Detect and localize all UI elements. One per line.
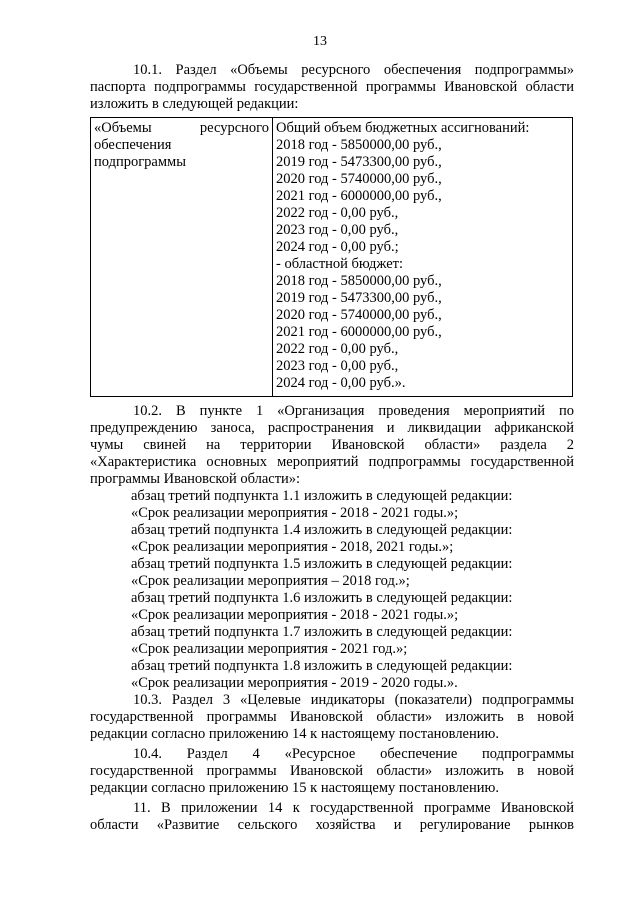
cell-line: - областной бюджет: — [276, 256, 404, 272]
text-line: 10.1. Раздел «Объемы ресурсного обеспечения подпрограммы» — [133, 62, 574, 78]
cell-line: Общий объем бюджетных ассигнований: — [276, 120, 530, 136]
text-line: «Срок реализации мероприятия - 2018 - 2021 годы.»; — [131, 505, 459, 521]
cell-line: 2018 год - 5850000,00 руб., — [276, 137, 442, 153]
text-line: 10.4. Раздел 4 «Ресурсное обеспечение подпрограммы — [133, 746, 574, 762]
text-line: абзац третий подпункта 1.6 изложить в следующей редакции: — [131, 590, 513, 606]
text-line: изложить в следующей редакции: — [90, 96, 299, 112]
cell-line: обеспечения — [94, 137, 172, 153]
text-line: абзац третий подпункта 1.7 изложить в следующей редакции: — [131, 624, 513, 640]
text-line: абзац третий подпункта 1.5 изложить в следующей редакции: — [131, 556, 513, 572]
page-number: 13 — [313, 34, 327, 49]
cell-line: 2018 год - 5850000,00 руб., — [276, 273, 442, 289]
text-line: «Срок реализации мероприятия - 2018 - 2021 годы.»; — [131, 607, 459, 623]
cell-line: 2022 год - 0,00 руб., — [276, 341, 399, 357]
cell-line: 2023 год - 0,00 руб., — [276, 222, 399, 238]
table-row — [91, 118, 573, 397]
text-line: предупреждению заноса, распространения и ликвидации африканской — [90, 420, 574, 436]
text-line: абзац третий подпункта 1.8 изложить в следующей редакции: — [131, 658, 513, 674]
cell-line: 2024 год - 0,00 руб.». — [276, 375, 406, 391]
text-line: государственной программы Ивановской области» изложить в новой — [90, 763, 574, 779]
text-line: программы Ивановской области»: — [90, 471, 301, 487]
text-line: 10.2. В пункте 1 «Организация проведения мероприятий по — [133, 403, 574, 419]
text-line: редакции согласно приложению 15 к настоящему постановлению. — [90, 780, 499, 796]
cell-line: 2024 год - 0,00 руб.; — [276, 239, 399, 255]
paragraph-10-1 — [90, 62, 574, 113]
cell-line: 2022 год - 0,00 руб., — [276, 205, 399, 221]
cell-line: подпрограммы — [94, 154, 186, 170]
paragraph-10-2 — [90, 403, 574, 692]
paragraph-11 — [90, 800, 574, 834]
text-line: области «Развитие сельского хозяйства и регулирование рынков — [90, 817, 574, 833]
cell-line: 2020 год - 5740000,00 руб., — [276, 307, 442, 323]
text-line: «Характеристика основных мероприятий подпрограммы государственной — [90, 454, 574, 470]
text-line: 11. В приложении 14 к государственной программе Ивановской — [133, 800, 574, 816]
resource-table — [90, 117, 573, 397]
cell-line: 2021 год - 6000000,00 руб., — [276, 188, 442, 204]
text-line: абзац третий подпункта 1.4 изложить в следующей редакции: — [131, 522, 513, 538]
cell-line: 2021 год - 6000000,00 руб., — [276, 324, 442, 340]
text-line: абзац третий подпункта 1.1 изложить в следующей редакции: — [131, 488, 513, 504]
cell-line: 2019 год - 5473300,00 руб., — [276, 290, 442, 306]
text-line: «Срок реализации мероприятия – 2018 год.»; — [131, 573, 410, 589]
text-line: «Срок реализации мероприятия - 2021 год.»; — [131, 641, 408, 657]
cell-line: 2023 год - 0,00 руб., — [276, 358, 399, 374]
text-line: 10.3. Раздел 3 «Целевые индикаторы (показатели) подпрограммы — [133, 692, 574, 708]
cell-line: «Объемы ресурсного — [94, 120, 269, 136]
cell-line: 2020 год - 5740000,00 руб., — [276, 171, 442, 187]
text-line: государственной программы Ивановской области» изложить в новой — [90, 709, 574, 725]
text-line: «Срок реализации мероприятия - 2018, 2021 годы.»; — [131, 539, 454, 555]
text-line: редакции согласно приложению 14 к настоящему постановлению. — [90, 726, 499, 742]
table-cell-values — [273, 118, 573, 397]
paragraph-10-4 — [90, 746, 574, 797]
table-cell-label — [91, 118, 273, 397]
text-line: паспорта подпрограммы государственной программы Ивановской области — [90, 79, 574, 95]
paragraph-10-3 — [90, 692, 574, 743]
text-line: «Срок реализации мероприятия - 2019 - 2020 годы.». — [131, 675, 458, 691]
text-line: чумы свиней на территории Ивановской области» раздела 2 — [90, 437, 574, 453]
cell-line: 2019 год - 5473300,00 руб., — [276, 154, 442, 170]
